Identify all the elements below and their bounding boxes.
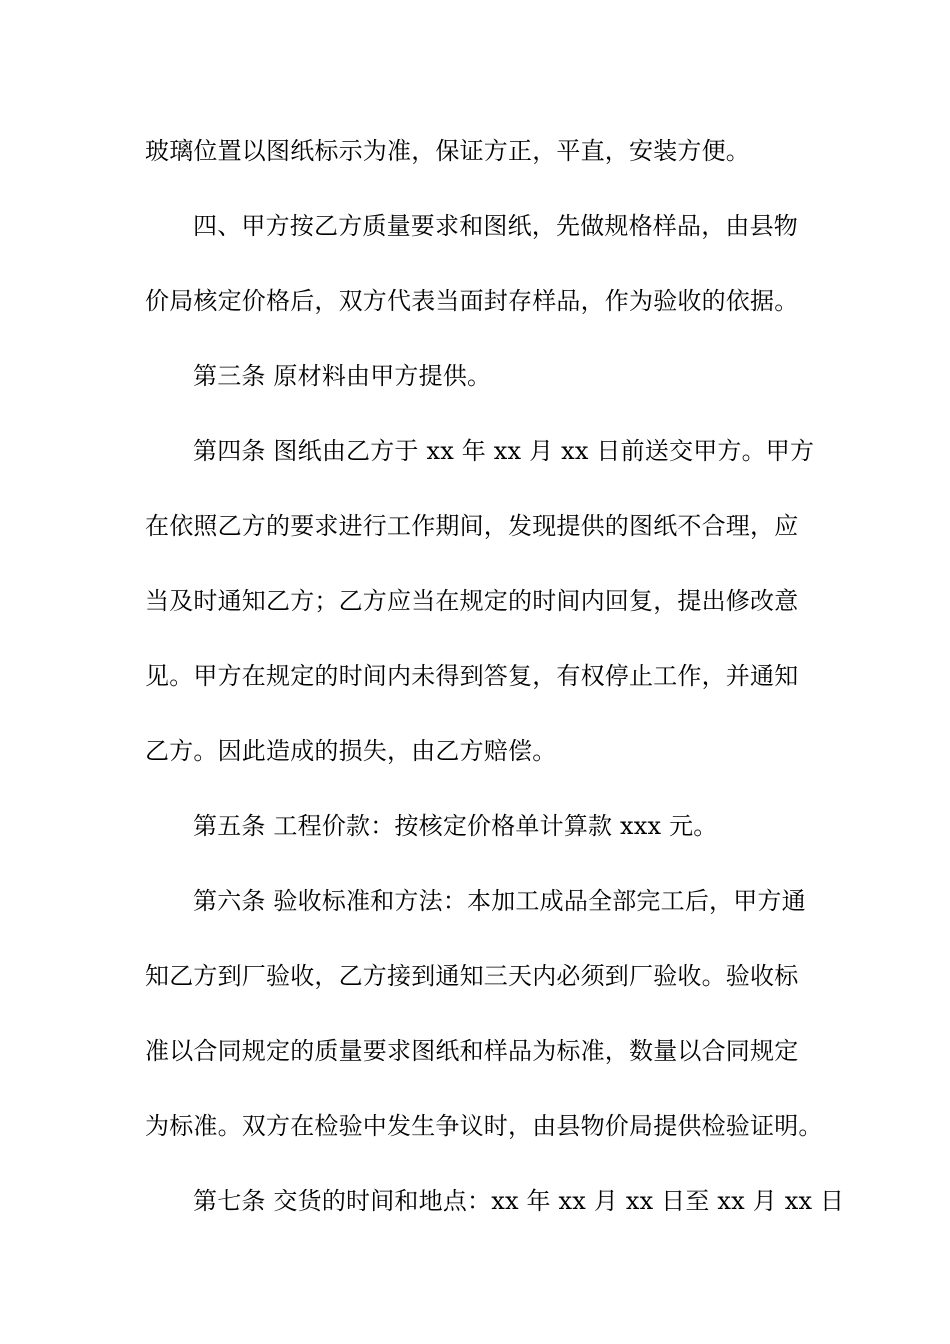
article-four: 第四条 图纸由乙方于 xx 年 xx 月 xx 日前送交甲方。甲方 — [193, 437, 815, 465]
text-line: 准以合同规定的质量要求图纸和样品为标准，数量以合同规定 — [145, 1037, 799, 1065]
paragraph-four: 四、甲方按乙方质量要求和图纸，先做规格样品，由县物 — [193, 212, 798, 240]
text-line: 知乙方到厂验收，乙方接到通知三天内必须到厂验收。验收标 — [145, 962, 799, 990]
text-line: 为标准。双方在检验中发生争议时，由县物价局提供检验证明。 — [145, 1112, 823, 1140]
text-line: 乙方。因此造成的损失，由乙方赔偿。 — [145, 737, 557, 765]
article-five: 第五条 工程价款：按核定价格单计算款 xxx 元。 — [193, 812, 718, 840]
article-three: 第三条 原材料由甲方提供。 — [193, 362, 492, 390]
text-line: 在依照乙方的要求进行工作期间，发现提供的图纸不合理，应 — [145, 512, 799, 540]
text-line: 当及时通知乙方；乙方应当在规定的时间内回复，提出修改意 — [145, 587, 799, 615]
article-seven: 第七条 交货的时间和地点：xx 年 xx 月 xx 日至 xx 月 xx 日 — [193, 1187, 845, 1215]
article-six: 第六条 验收标准和方法：本加工成品全部完工后，甲方通 — [193, 887, 806, 915]
text-line: 玻璃位置以图纸标示为准，保证方正，平直，安装方便。 — [145, 137, 750, 165]
document-body — [145, 128, 845, 1253]
text-line: 见。甲方在规定的时间内未得到答复，有权停止工作，并通知 — [145, 662, 799, 690]
text-line: 价局核定价格后，双方代表当面封存样品，作为验收的依据。 — [145, 287, 799, 315]
